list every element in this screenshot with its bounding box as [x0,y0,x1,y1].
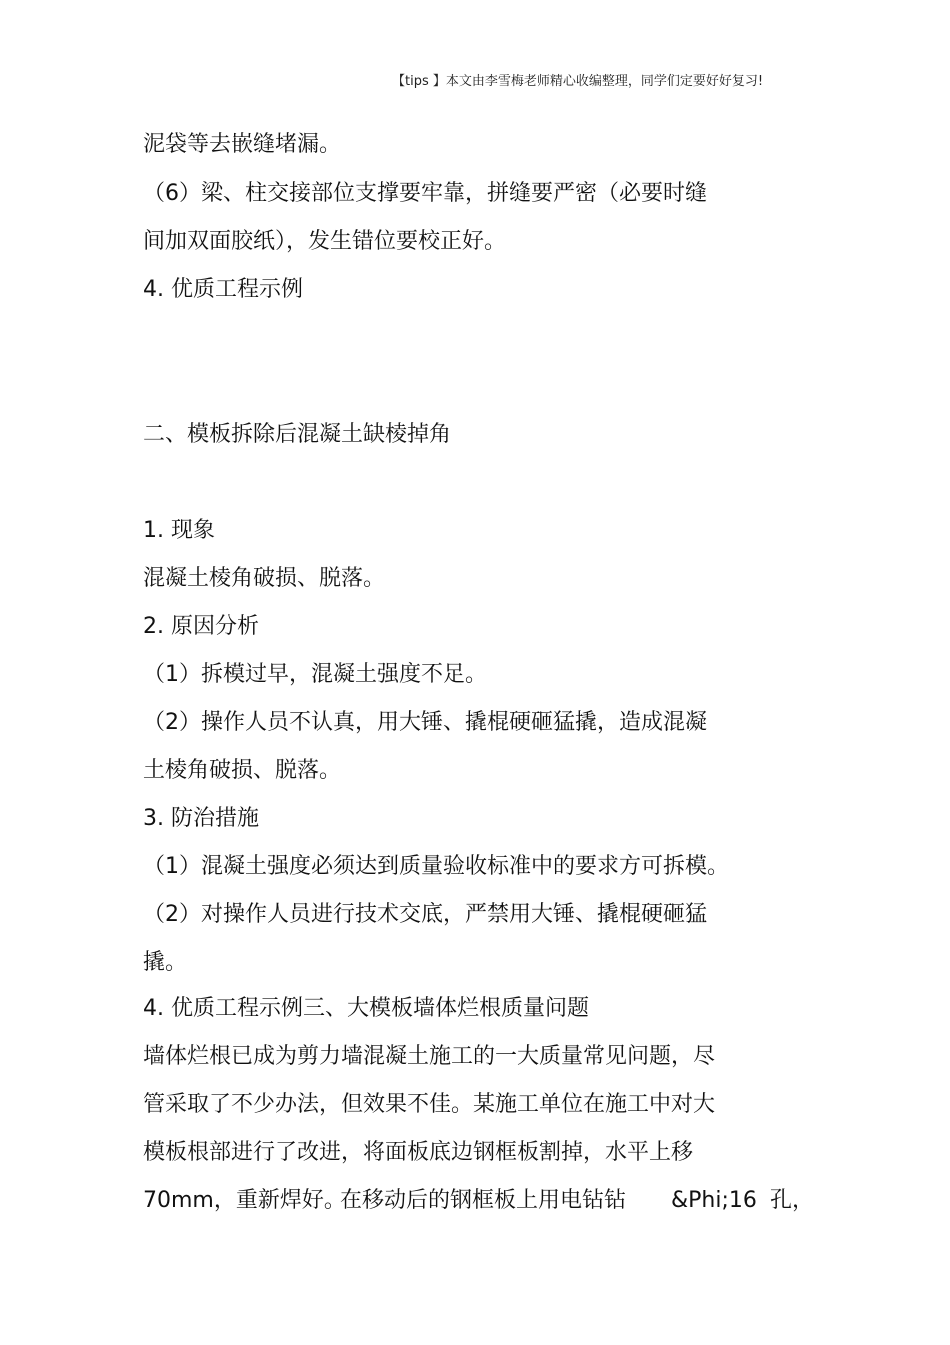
text-line: （6）梁、柱交接部位支撑要牢靠，拼缝要严密（必要时缝 [143,181,707,206]
text-line: 混凝土棱角破损、脱落。 [143,566,386,591]
text-fragment: 在移动后的钢框板上用电钻钻 [340,1188,627,1213]
section-heading: 4. 优质工程示例 [143,277,303,302]
header-tips: 【tips 】本文由李雪梅老师精心收编整理，同学们定要好好复习! [392,74,764,89]
text-line: （1）拆模过早，混凝土强度不足。 [143,662,487,687]
section-heading: 1. 现象 [143,518,215,543]
text-fragment: 70mm，重新焊好。 [143,1188,346,1213]
section-heading: 4. 优质工程示例三、大模板墙体烂根质量问题 [143,996,589,1021]
text-line: 管采取了不少办法，但效果不佳。某施工单位在施工中对大 [143,1092,716,1117]
text-line: 间加双面胶纸），发生错位要校正好。 [143,229,507,254]
text-line: （2）对操作人员进行技术交底，严禁用大锤、撬棍硬砸猛 [143,902,707,927]
text-line: （1）混凝土强度必须达到质量验收标准中的要求方可拆模。 [143,854,729,879]
section-heading: 2. 原因分析 [143,614,259,639]
section-heading: 3. 防治措施 [143,806,259,831]
text-line: 土棱角破损、脱落。 [143,758,342,783]
text-fragment: 孔， [770,1188,815,1213]
text-line: 模板根部进行了改进，将面板底边钢框板割掉，水平上移 [143,1140,694,1165]
section-title: 二、模板拆除后混凝土缺棱掉角 [143,422,452,447]
text-line: 泥袋等去嵌缝堵漏。 [143,132,342,157]
text-fragment: &Phi;16 [671,1188,757,1213]
text-line: 撬。 [143,950,188,975]
text-line: 墙体烂根已成为剪力墙混凝土施工的一大质量常见问题，尽 [143,1044,716,1069]
text-line: （2）操作人员不认真，用大锤、撬棍硬砸猛撬，造成混凝 [143,710,707,735]
